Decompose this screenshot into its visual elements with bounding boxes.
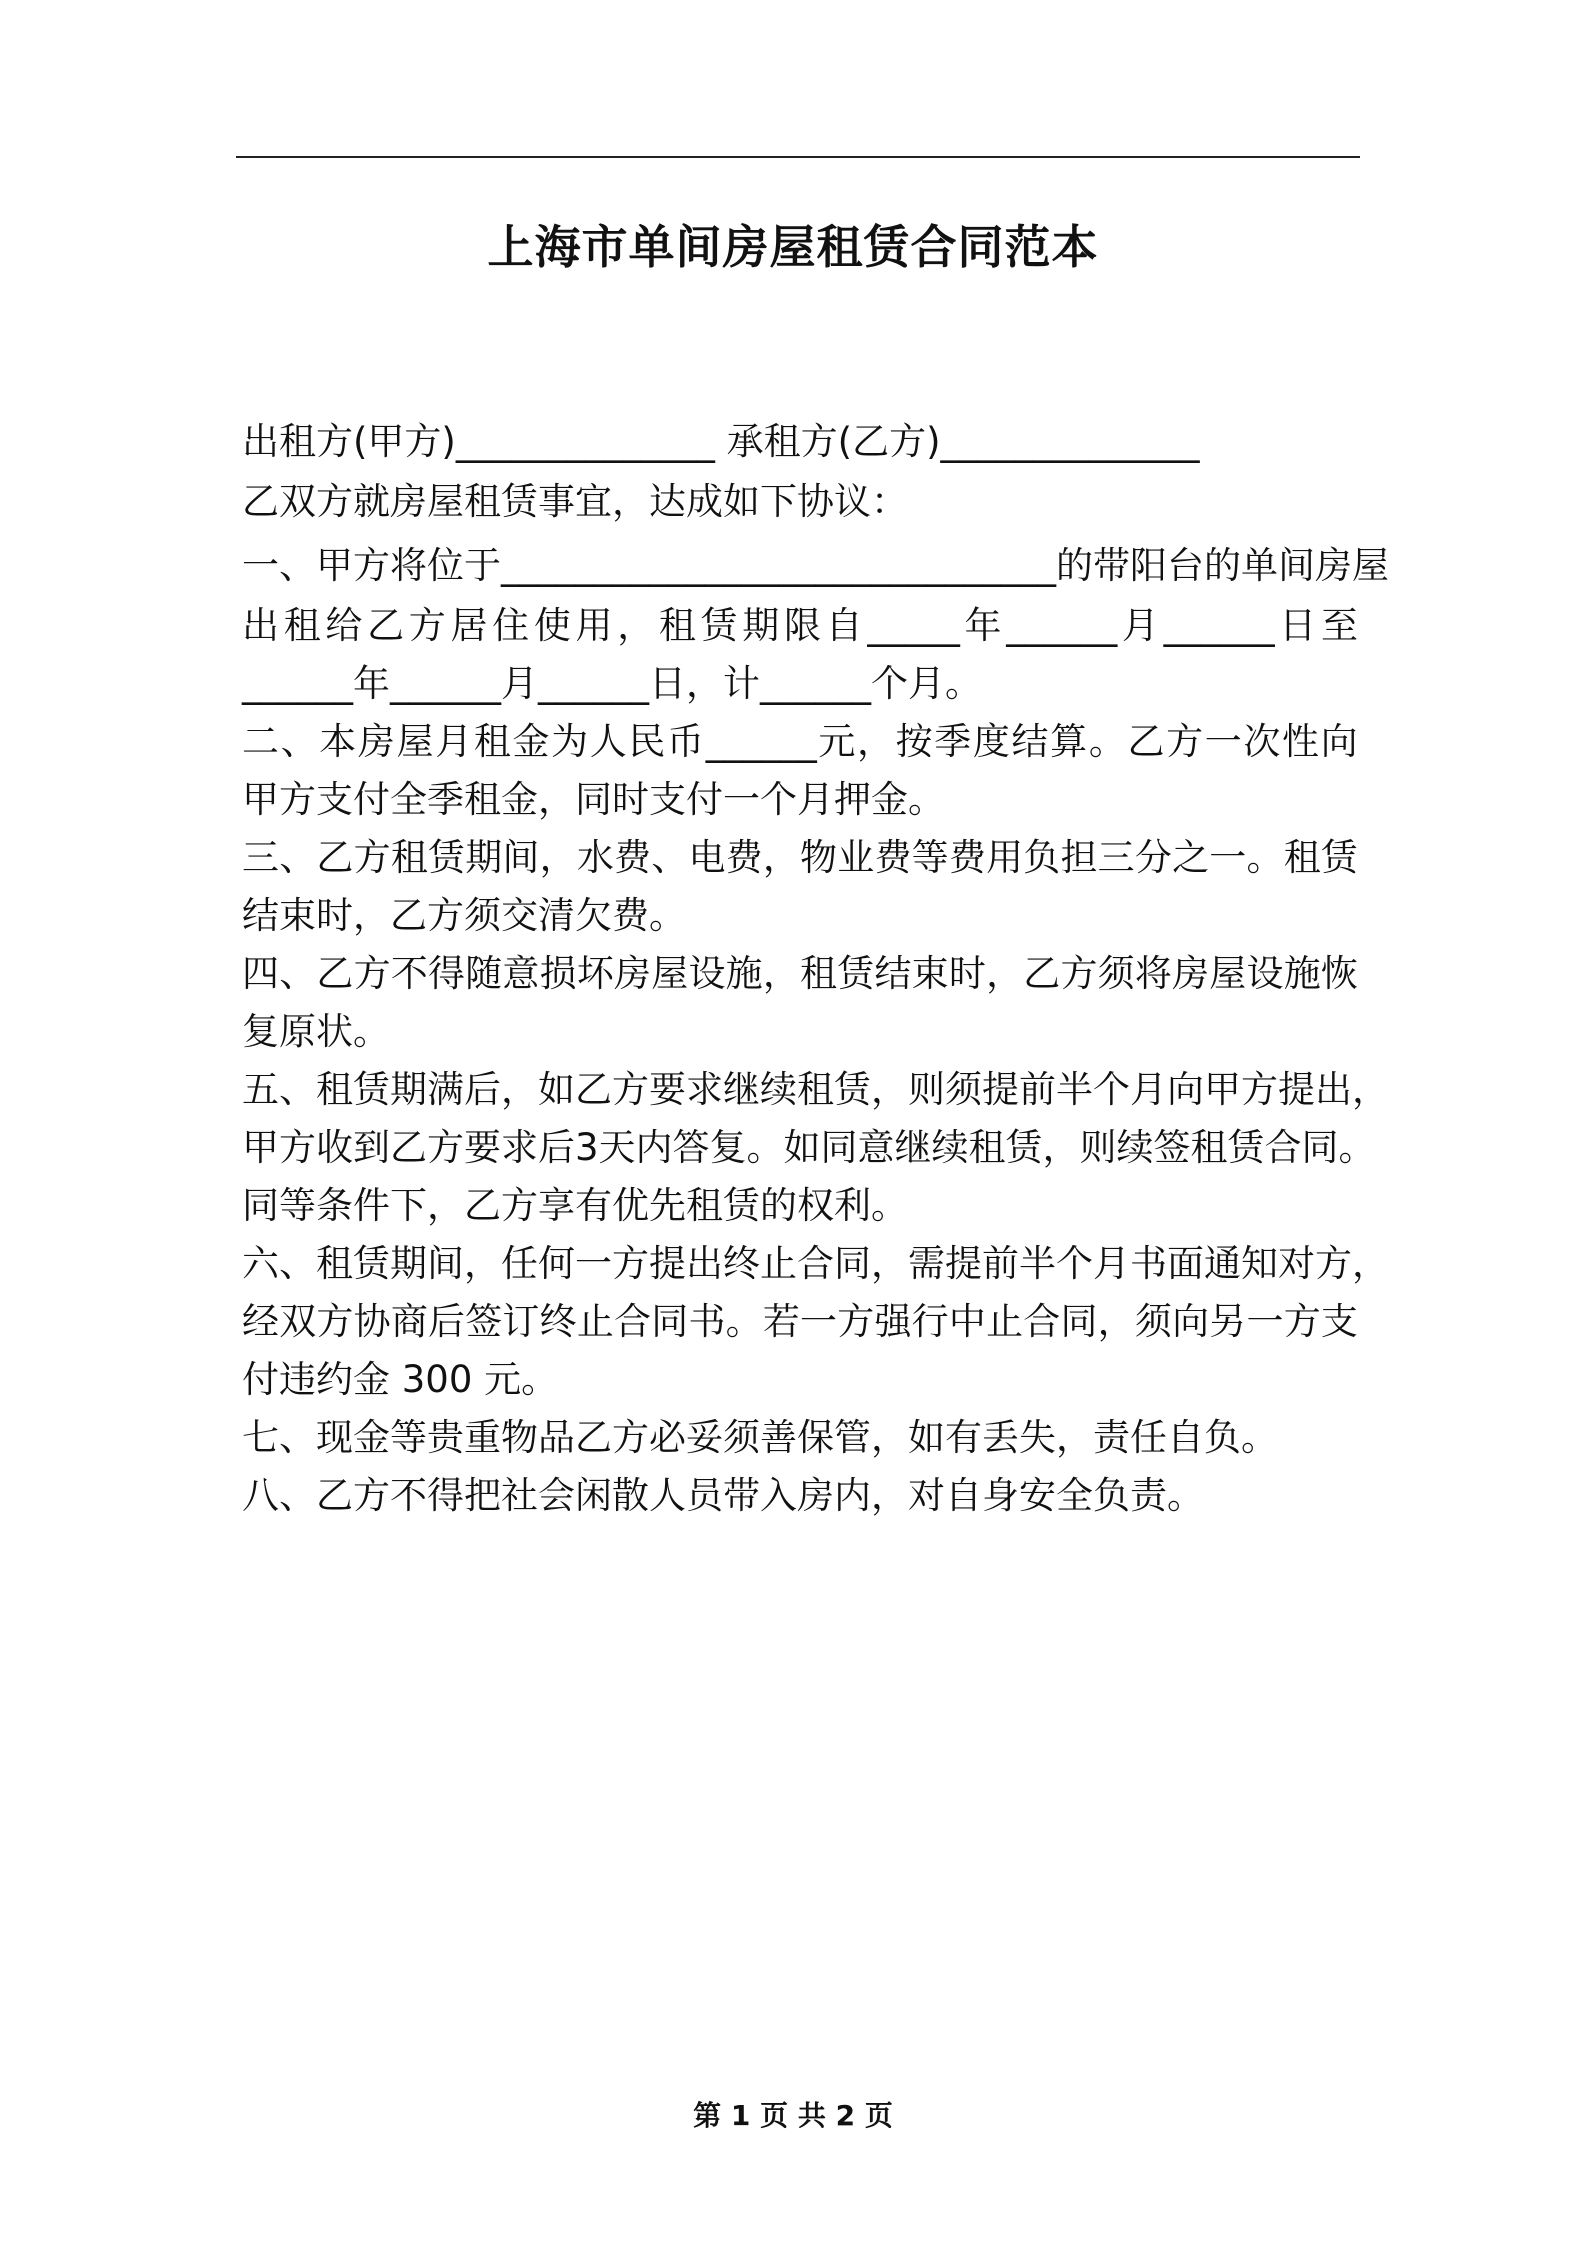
clause-4-line-1: 四 、 乙 方 不 得 随 意 损 坏 房 屋 设 施 ， 租 赁 结 束 时 ， 乙 方 须 将 房 屋 设 施 恢 bbox=[242, 952, 1358, 995]
page-number: 第 1 页 共 2 页 bbox=[693, 2099, 893, 2132]
clause-3-line-1: 三 、 乙 方 租 赁 期 间 ， 水 费 、 电 费 ， 物 业 费 等 费 用 负 担 三 分 之 一 。 租 赁 bbox=[242, 836, 1358, 879]
clause-3-line-2: 结束时，乙方须交清欠费。 bbox=[242, 894, 686, 937]
header-rule bbox=[236, 156, 1360, 158]
clause-8-line-1: 八、乙方不得把社会闲散人员带入房内，对自身安全负责。 bbox=[242, 1474, 1204, 1517]
clause-1-line-3: ______年______月______日，计______个月。 bbox=[242, 662, 982, 705]
clause-7-line-1: 七、现金等贵重物品乙方必妥须善保管，如有丢失，责任自负。 bbox=[242, 1416, 1278, 1459]
intro-line: 乙双方就房屋租赁事宜，达成如下协议： bbox=[242, 480, 908, 523]
clause-4-line-2: 复原状。 bbox=[242, 1010, 390, 1053]
clause-6-line-3: 付违约金 300 元。 bbox=[242, 1358, 559, 1401]
document-title: 上海市单间房屋租赁合同范本 bbox=[487, 220, 1099, 274]
clause-5-line-1: 五 、 租 赁 期 满 后 ， 如 乙 方 要 求 继 续 租 赁 ， 则 须 提 前 半 个 月 向 甲 方 提 出 ， bbox=[242, 1068, 1389, 1111]
clause-2-line-1: 二 、 本 房 屋 月 租 金 为 人 民 币 ______ 元 ， 按 季 度 结 算 。 乙 方 一 次 性 向 bbox=[242, 720, 1358, 763]
clause-5-line-3: 同等条件下，乙方享有优先租赁的权利。 bbox=[242, 1184, 908, 1227]
party-line: 出租方(甲方)______________ 承租方(乙方)______________ bbox=[242, 420, 1200, 463]
clause-5-line-2: 甲 方 收 到 乙 方 要 求 后 3 天 内 答 复 。 如 同 意 继 续 租 赁 ， 则 续 签 租 赁 合 同 。 bbox=[242, 1126, 1376, 1169]
clause-6-line-1: 六 、 租 赁 期 间 ， 任 何 一 方 提 出 终 止 合 同 ， 需 提 前 半 个 月 书 面 通 知 对 方 ， bbox=[242, 1242, 1389, 1285]
clause-2-line-2: 甲方支付全季租金，同时支付一个月押金。 bbox=[242, 778, 945, 821]
clause-1-line-2: 出 租 给 乙 方 居 住 使 用 ， 租 赁 期 限 自 _____ 年 ______ 月 ______ 日 至 bbox=[242, 604, 1358, 647]
clause-1-line-1: 一 、 甲 方 将 位 于 ______________________________ 的 带 阳 台 的 单 间 房 屋 bbox=[242, 544, 1389, 587]
clause-6-line-2: 经 双 方 协 商 后 签 订 终 止 合 同 书 。 若 一 方 强 行 中 止 合 同 ， 须 向 另 一 方 支 bbox=[242, 1300, 1358, 1343]
